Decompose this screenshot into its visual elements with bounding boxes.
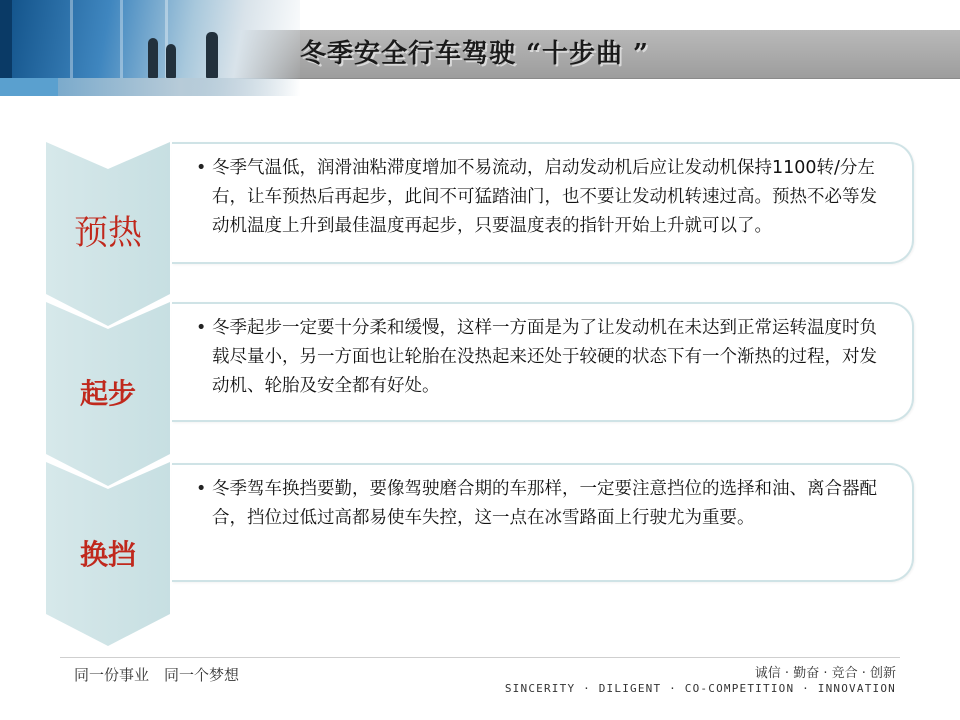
section-text-start: • 冬季起步一定要十分柔和缓慢，这样一方面是为了让发动机在未达到正常运转温度时负载尽量小，另一方面也让轮胎在没热起来还处于较硬的状态下有一个渐热的过程，对发动机、轮胎及安全都有好处。 — [198, 314, 884, 401]
section-label-preheat: 预热 — [74, 213, 142, 253]
footer-values-cn: 诚信 · 勤奋 · 竞合 · 创新 — [754, 666, 896, 681]
section-text-preheat: • 冬季气温低，润滑油粘滞度增加不易流动，启动发动机后应让发动机保持1100转/分左右，让车预热后再起步，此间不可猛踏油门，也不要让发动机转速过高。预热不必等发动机温度上升到最佳温度再起步，只要温度表的指针开始上升就可以了。 — [198, 154, 884, 241]
section-box-preheat — [172, 142, 914, 264]
section-label-start: 起步 — [79, 377, 136, 410]
section-box-start — [172, 302, 914, 422]
header-accent-tab — [0, 78, 58, 96]
section-box-shift — [172, 463, 914, 582]
footer-slogan: 同一份事业 同一个梦想 — [74, 666, 240, 684]
section-text-shift: • 冬季驾车换挡要勤，要像驾驶磨合期的车那样，一定要注意挡位的选择和油、离合器配合，挡位过低过高都易使车失控，这一点在冰雪路面上行驶尤为重要。 — [198, 475, 884, 533]
footer-values-en: SINCERITY · DILIGENT · CO-COMPETITION · INNOVATION — [504, 682, 896, 695]
footer-divider — [60, 657, 900, 658]
section-label-shift: 换挡 — [79, 538, 136, 571]
slide-title: 冬季安全行车驾驶 “十步曲 ” — [300, 39, 650, 69]
